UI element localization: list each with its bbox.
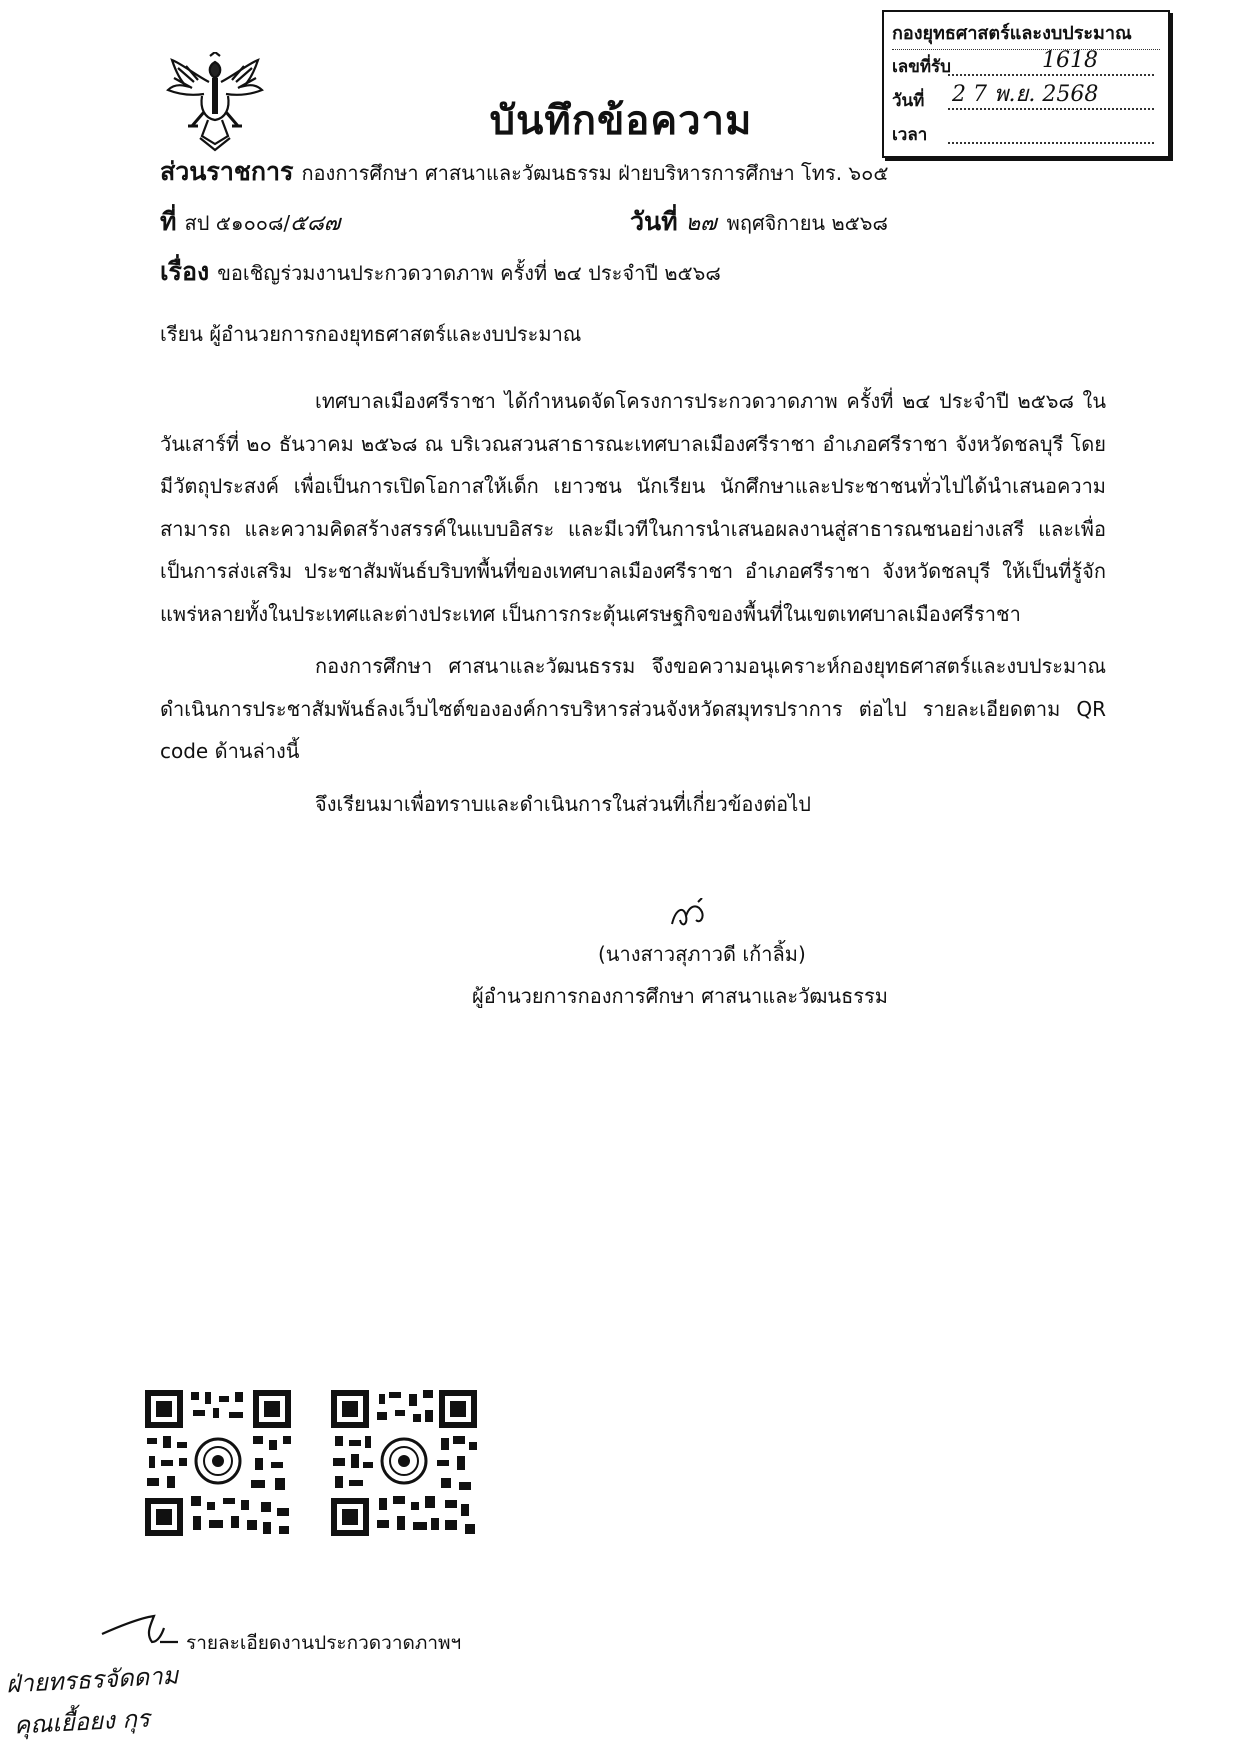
stamp-date-label: วันที่ (892, 91, 925, 111)
stamp-receipt-label: เลขที่รับ (892, 57, 951, 77)
qr-code-1-icon (143, 1388, 293, 1538)
date-day-handwritten: ๒๗ (685, 211, 717, 236)
qr-caption: รายละเอียดงานประกวดวาดภาพฯ (186, 1632, 462, 1654)
reference-line (160, 202, 340, 242)
signer-position: ผู้อำนวยการกองการศึกษา ศาสนาและวัฒนธรรม (472, 984, 888, 1008)
stamp-receipt-number: 1618 (1042, 48, 1098, 73)
reference-label: ที่ (160, 207, 177, 236)
paragraph-3: จึงเรียนมาเพื่อทราบและดำเนินการในส่วนที่เกี่ยวข้องต่อไป (315, 791, 811, 816)
date-value: พฤศจิกายน ๒๕๖๘ (726, 211, 888, 235)
subject-label: เรื่อง (160, 257, 210, 286)
document-title: บันทึกข้อความ (489, 98, 753, 144)
agency-label: ส่วนราชการ (160, 157, 294, 186)
agency-value: กองการศึกษา ศาสนาและวัฒนธรรม ฝ่ายบริหารการศึกษา โทร. ๖๐๕ (301, 161, 889, 185)
reference-value: สป ๕๑๐๐๘/ (184, 211, 291, 235)
date-line (630, 202, 888, 242)
stamp-title: กองยุทธศาสตร์และงบประมาณ (892, 18, 1160, 50)
reference-handwritten: ๕๘๗ (290, 211, 341, 236)
signer-name: (นางสาวสุภาวดี เก้าลิ้ม) (598, 942, 806, 966)
agency-line (160, 152, 888, 192)
stamp-date-value: 2 7 พ.ย. 2568 (952, 82, 1099, 107)
paragraph-2: กองการศึกษา ศาสนาและวัฒนธรรม จึงขอความอนุเคราะห์กองยุทธศาสตร์และงบประมาณ ดำเนินการประชาสัมพันธ์ลงเว็บไซต์ขององค์การบริหารส่วนจังหวัดสมุทรปราการ ต่อไป รายละเอียดตาม QR code ด้านล่างนี้ (160, 654, 1106, 763)
salutation: เรียน ผู้อำนวยการกองยุทธศาสตร์และงบประมาณ (160, 322, 582, 346)
handwritten-note-line2: คุณเยื้อยง กุร (13, 1704, 151, 1740)
handwritten-tick-icon (100, 1612, 180, 1648)
qr-code-2-icon (329, 1388, 479, 1538)
signature-mark-icon (668, 898, 708, 934)
body-paragraphs (160, 380, 1106, 825)
subject-value: ขอเชิญร่วมงานประกวดวาดภาพ ครั้งที่ ๒๔ ประจำปี ๒๕๖๘ (217, 261, 721, 285)
handwritten-note-line1: ฝ่ายทรธรจัดดาม (5, 1661, 180, 1699)
stamp-time-label: เวลา (892, 125, 928, 145)
date-label: วันที่ (630, 207, 678, 236)
paragraph-1: เทศบาลเมืองศรีราชา ได้กำหนดจัดโครงการประกวดวาดภาพ ครั้งที่ ๒๔ ประจำปี ๒๕๖๘ ในวันเสาร์ที่ ๒๐ ธันวาคม ๒๕๖๘ ณ บริเวณสวนสาธารณะเทศบาลเมืองศรีราชา อำเภอศรีราชา จังหวัดชลบุรี โดยมีวัตถุประสงค์ เพื่อเป็นการเปิดโอกาสให้เด็ก เยาวชน นักเรียน นักศึกษาและประชาชนทั่วไปได้นำเสนอความสามารถ และความคิดสร้างสรรค์ในแบบอิสระ และมีเวทีในการนำเสนอผลงานสู่สาธารณชนอย่างเสรี และเพื่อเป็นการส่งเสริม ประชาสัมพันธ์บริบทพื้นที่ของเทศบาลเมืองศรีราชา อำเภอศรีราชา จังหวัดชลบุรี ให้เป็นที่รู้จักแพร่หลายทั้งในประเทศและต่างประเทศ เป็นการกระตุ้นเศรษฐกิจของพื้นที่ในเขตเทศบาลเมืองศรีราชา (160, 389, 1106, 626)
subject-line (160, 252, 721, 292)
